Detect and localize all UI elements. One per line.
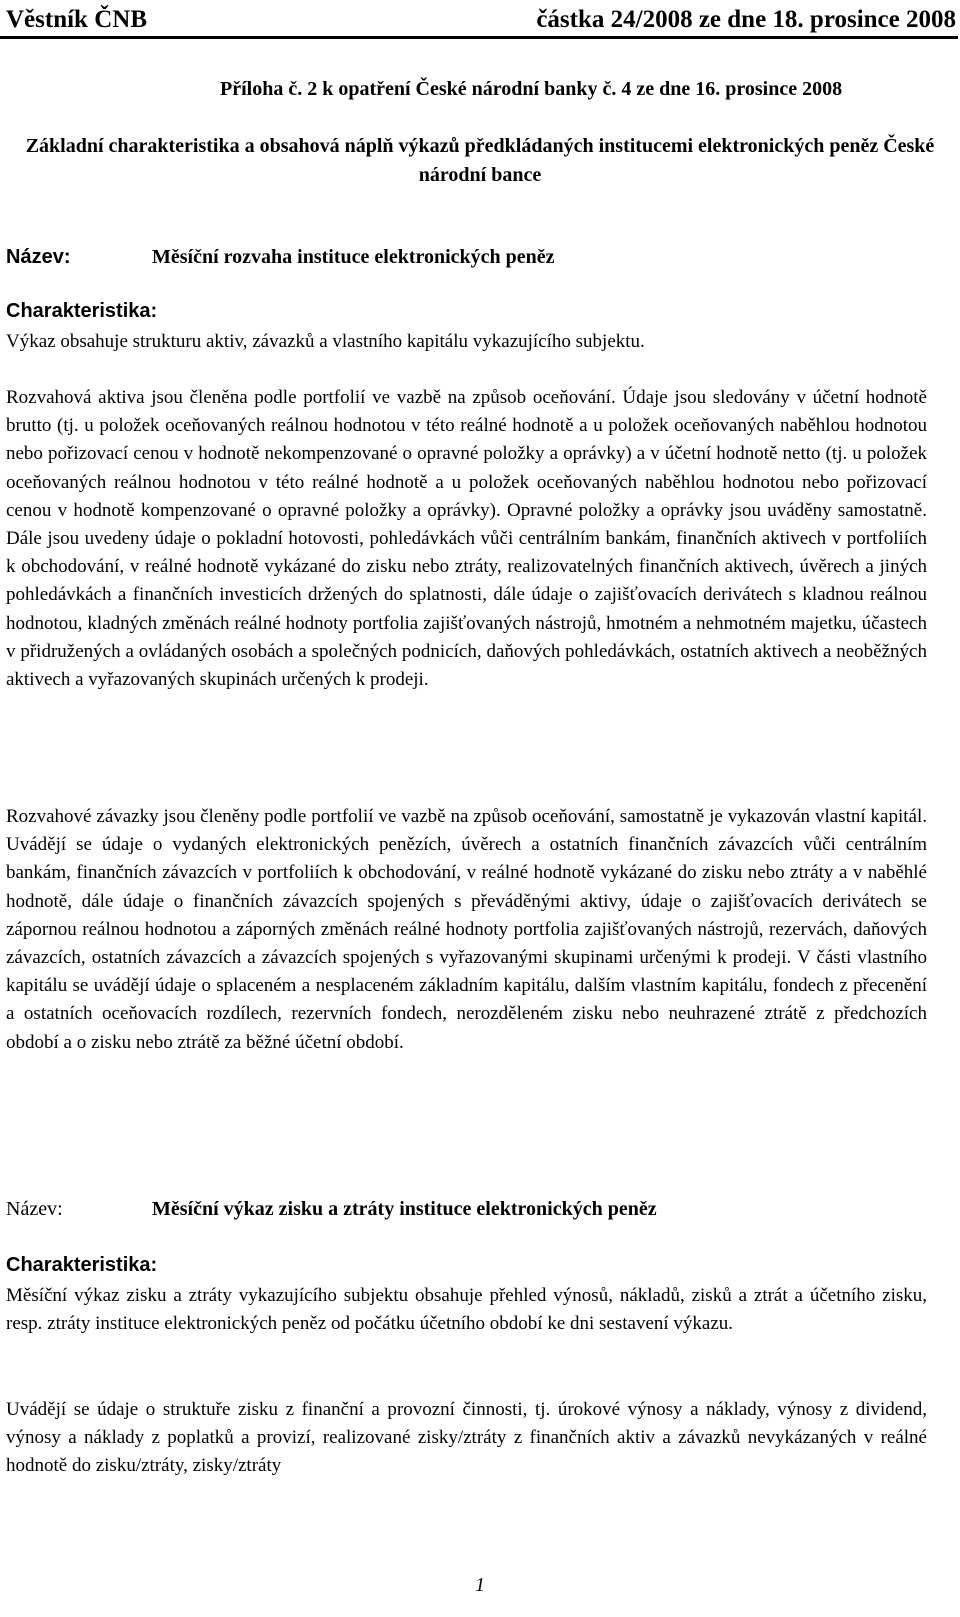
page-header	[0, 2, 958, 39]
report-1-paragraph-3: Rozvahové závazky jsou členěny podle portfolií ve vazbě na způsob oceňování, samostatně je vykazován vlastní kapitál. Uvádějí se údaje o vydaných elektronických penězích, úvěrech a ostatních finančních závazcích vůči centrálním bankám, finančních závazcích v portfoliích k obchodování, v reálné hodnotě vykázané do zisku nebo ztráty a v naběhlé hodnotě, dále údaje o finančních závazcích spojených s převáděnými aktivy, údaje o zajišťovacích derivátech se zápornou reálnou hodnotou a záporných změnách reálné hodnoty portfolia zajišťovaných nástrojů, rezervách, daňových závazcích, ostatních závazcích a závazcích spojených s vyřazovanými skupinami určenými k prodeji. V části vlastního kapitálu se uvádějí údaje o splaceném a nesplaceném základním kapitálu, dalším vlastním kapitálu, fondech z přecenění a ostatních oceňovacích rozdílech, rezervních fondech, nerozděleném zisku nebo neuhrazené ztrátě z předchozích období a o zisku nebo ztrátě za běžné účetní období.	[6, 806, 927, 1053]
report-1-characteristics-label: Charakteristika:	[6, 300, 158, 322]
report-2-characteristics-label: Charakteristika:	[6, 1254, 158, 1276]
report-2-name-label: Název:	[6, 1198, 63, 1220]
issue-date: částka 24/2008 ze dne 18. prosince 2008	[536, 6, 956, 33]
report-1-paragraph-1: Výkaz obsahuje strukturu aktiv, závazků a vlastního kapitálu vykazujícího subjektu.	[6, 331, 645, 352]
report-2-paragraph-2: Uvádějí se údaje o struktuře zisku z finanční a provozní činnosti, tj. úrokové výnosy a náklady, výnosy z dividend, výnosy a náklady z poplatků a provizí, realizované zisky/ztráty z finančních aktiv a závazků nevykázaných v reálné hodnotě do zisku/ztráty, zisky/ztráty	[6, 1399, 927, 1477]
report-2-paragraph-1: Měsíční výkaz zisku a ztráty vykazujícího subjektu obsahuje přehled výnosů, nákladů, zisků a ztrát a účetního zisku, resp. ztráty instituce elektronických peněz od počátku účetního období ke dni sestavení výkazu.	[6, 1285, 927, 1335]
report-2-name: Měsíční výkaz zisku a ztráty instituce elektronických peněz	[152, 1198, 657, 1220]
report-1-paragraph-2: Rozvahová aktiva jsou členěna podle portfolií ve vazbě na způsob oceňování. Údaje jsou sledovány v účetní hodnotě brutto (tj. u položek oceňovaných reálnou hodnotou v této reálné hodnotě a u položek oceňovaných naběhlou hodnotou nebo pořizovací cenou v hodnotě nekompenzované o opravné položky a oprávky) a v účetní hodnotě netto (tj. u položek oceňovaných reálnou hodnotou v této reálné hodnotě a u položek oceňovaných naběhlou hodnotou nebo pořizovací cenou v hodnotě kompenzované o opravné položky a oprávky). Opravné položky a oprávky jsou uváděny samostatně. Dále jsou uvedeny údaje o pokladní hotovosti, pohledávkách vůči centrálním bankám, finančních aktivech v portfoliích k obchodování, v reálné hodnotě vykázané do zisku nebo ztráty, realizovatelných finančních aktivech, úvěrech a jiných pohledávkách a finančních investicích držených do splatnosti, dále údaje o zajišťovacích derivátech s kladnou reálnou hodnotou, kladných změnách reálné hodnoty portfolia zajišťovaných nástrojů, hmotném a nehmotném majetku, účastech v přidružených a ovládaných osobách a společných podnicích, daňových pohledávkách, ostatních aktivech a neoběžných aktivech a vyřazovaných skupinách určených k prodeji.	[6, 387, 927, 691]
page-number: 1	[475, 1574, 485, 1596]
report-1-name-label: Název:	[6, 246, 71, 268]
report-1-name: Měsíční rozvaha instituce elektronických peněz	[152, 246, 555, 268]
annex-title: Příloha č. 2 k opatření České národní banky č. 4 ze dne 16. prosince 2008	[220, 78, 843, 100]
document-title: Základní charakteristika a obsahová náplň výkazů předkládaných institucemi elektronických peněz České národní bance	[25, 135, 935, 186]
journal-name: Věstník ČNB	[6, 6, 147, 33]
